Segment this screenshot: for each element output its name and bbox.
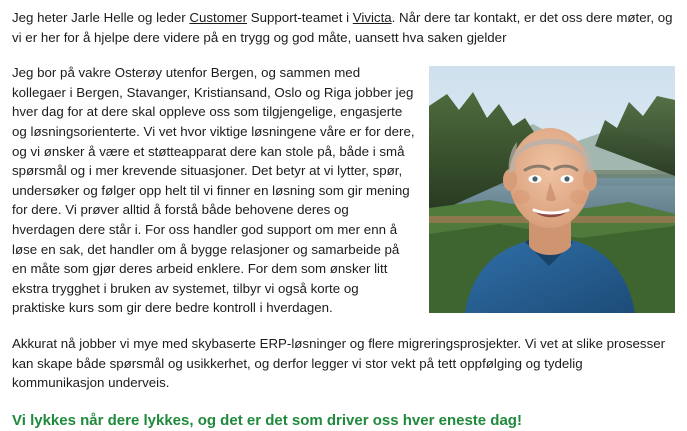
intro-paragraph: Jeg heter Jarle Helle og leder Customer Support-teamet i Vivicta. Når dere tar kontakt, er det oss dere møter, og vi er her for å hjelpe dere videre på en trygg og god måte, uansett hva saken gjelder (12, 10, 673, 45)
closing-paragraph: Akkurat nå jobber vi mye med skybaserte ERP-løsninger og flere migreringsprosjekter. Vi vet at slike prosesser kan skape både spørsmål og usikkerhet, og derfor legger vi stor vekt på tett oppfølging og tydelig kommunikasjon underveis. (12, 335, 666, 391)
main-paragraph: Jeg bor på vakre Osterøy utenfor Bergen, og sammen med kollegaer i Bergen, Stavanger, Kristiansand, Oslo og Riga jobber jeg hver dag for at dere skal oppleve oss som tilgjengelige, engasjerte og løsningsorienterte. Vi vet hvor viktige løsningene våre er for dere, og vi ønsker å være et støtteapparat dere kan stole på, både i små spørsmål og i mer krevende situasjoner. Det betyr at vi lytter, spør, undersøker og følger opp helt til vi finner en løsning som gir mening for dere. Vi prøver alltid å forstå både behovene deres og hverdagen dere står i. For oss handler god support om mer enn å løse en sak, det handler om å bygge relasjoner og samarbeide på en måte som gjør deres arbeid enklere. For dem som ønsker litt ekstra trygghet i bruken av systemet, tilbyr vi også korte og praktiske kurs som gir dere bedre kontroll i hverdagen. (12, 65, 415, 316)
underlined-term: Customer (189, 10, 248, 25)
tagline: Vi lykkes når dere lykkes, og det er det som driver oss hver eneste dag! (12, 411, 522, 429)
portrait-photo (429, 66, 675, 313)
underlined-term: Vivicta (352, 10, 392, 25)
photo-image (429, 66, 675, 313)
